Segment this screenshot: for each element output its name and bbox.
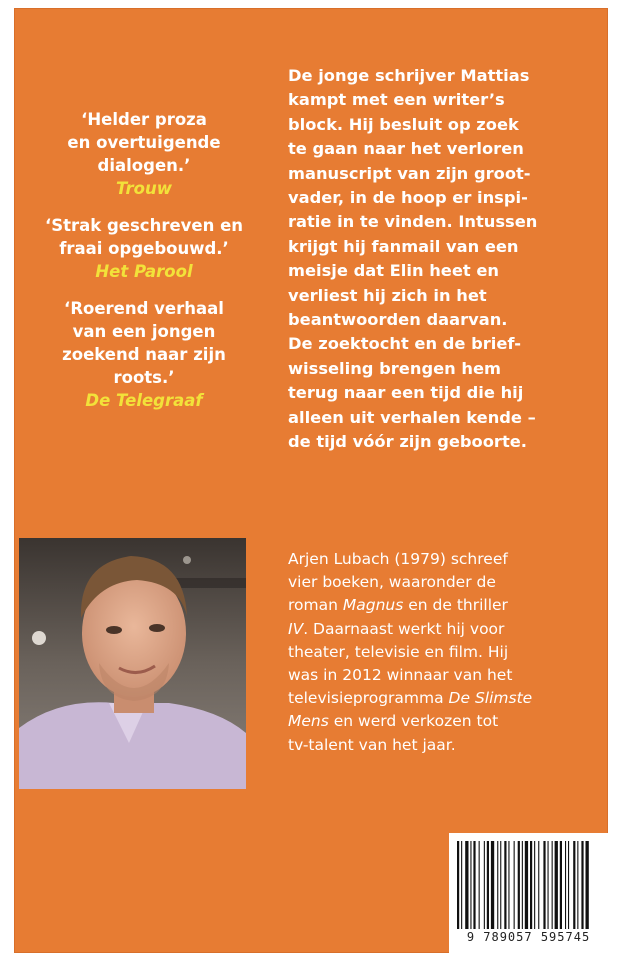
bio-text: Arjen Lubach (1979) schreef vier boeken, waaronder de roman xyxy=(288,550,508,615)
isbn-number: 9 789057 595745 xyxy=(466,930,591,944)
quote-source: Het Parool xyxy=(95,262,193,281)
bio-show-title: De Slimste Mens xyxy=(288,689,533,731)
bio-text: . Daarnaast werkt hij voor theater, televisie en film. Hij was in 2012 winnaar van het televisieprogramma xyxy=(288,619,513,708)
bio-book-title: IV xyxy=(288,619,304,638)
bio-text: en werd verkozen tot tv-talent van het jaar. xyxy=(288,712,499,754)
review-quote xyxy=(38,108,250,200)
author-bio xyxy=(288,548,588,757)
quote-source: Trouw xyxy=(116,179,172,198)
quote-text: ‘Strak geschreven en fraai opgebouwd.’ xyxy=(44,216,244,258)
bio-book-title: Magnus xyxy=(342,596,404,615)
book-blurb: De jonge schrijver Mattias kampt met een writer’s block. Hij besluit op zoek te gaan naar het verloren manuscript van zijn groot- vader, in de hoop er inspi- ratie in te vinden. Intussen krijgt hij fanmail van een meisje dat Elin heet en verliest hij zich in het beantwoorden daarvan. De zoektocht en de brief- wisseling brengen hem terug naar een tijd die hij alleen uit verhalen kende – de tijd vóór zijn geboorte. xyxy=(288,66,538,452)
author-photo xyxy=(19,538,246,789)
bio-text: en de thriller xyxy=(408,596,508,615)
review-quote xyxy=(38,214,250,283)
quote-text: ‘Roerend verhaal van een jongen zoekend naar zijn roots.’ xyxy=(62,299,226,387)
review-quote xyxy=(38,297,250,412)
quote-text: ‘Helder proza en overtuigende dialogen.’ xyxy=(67,110,221,175)
barcode xyxy=(457,841,602,929)
quote-source: De Telegraaf xyxy=(85,391,203,410)
barcode-box xyxy=(449,833,608,953)
review-quotes xyxy=(38,108,250,426)
